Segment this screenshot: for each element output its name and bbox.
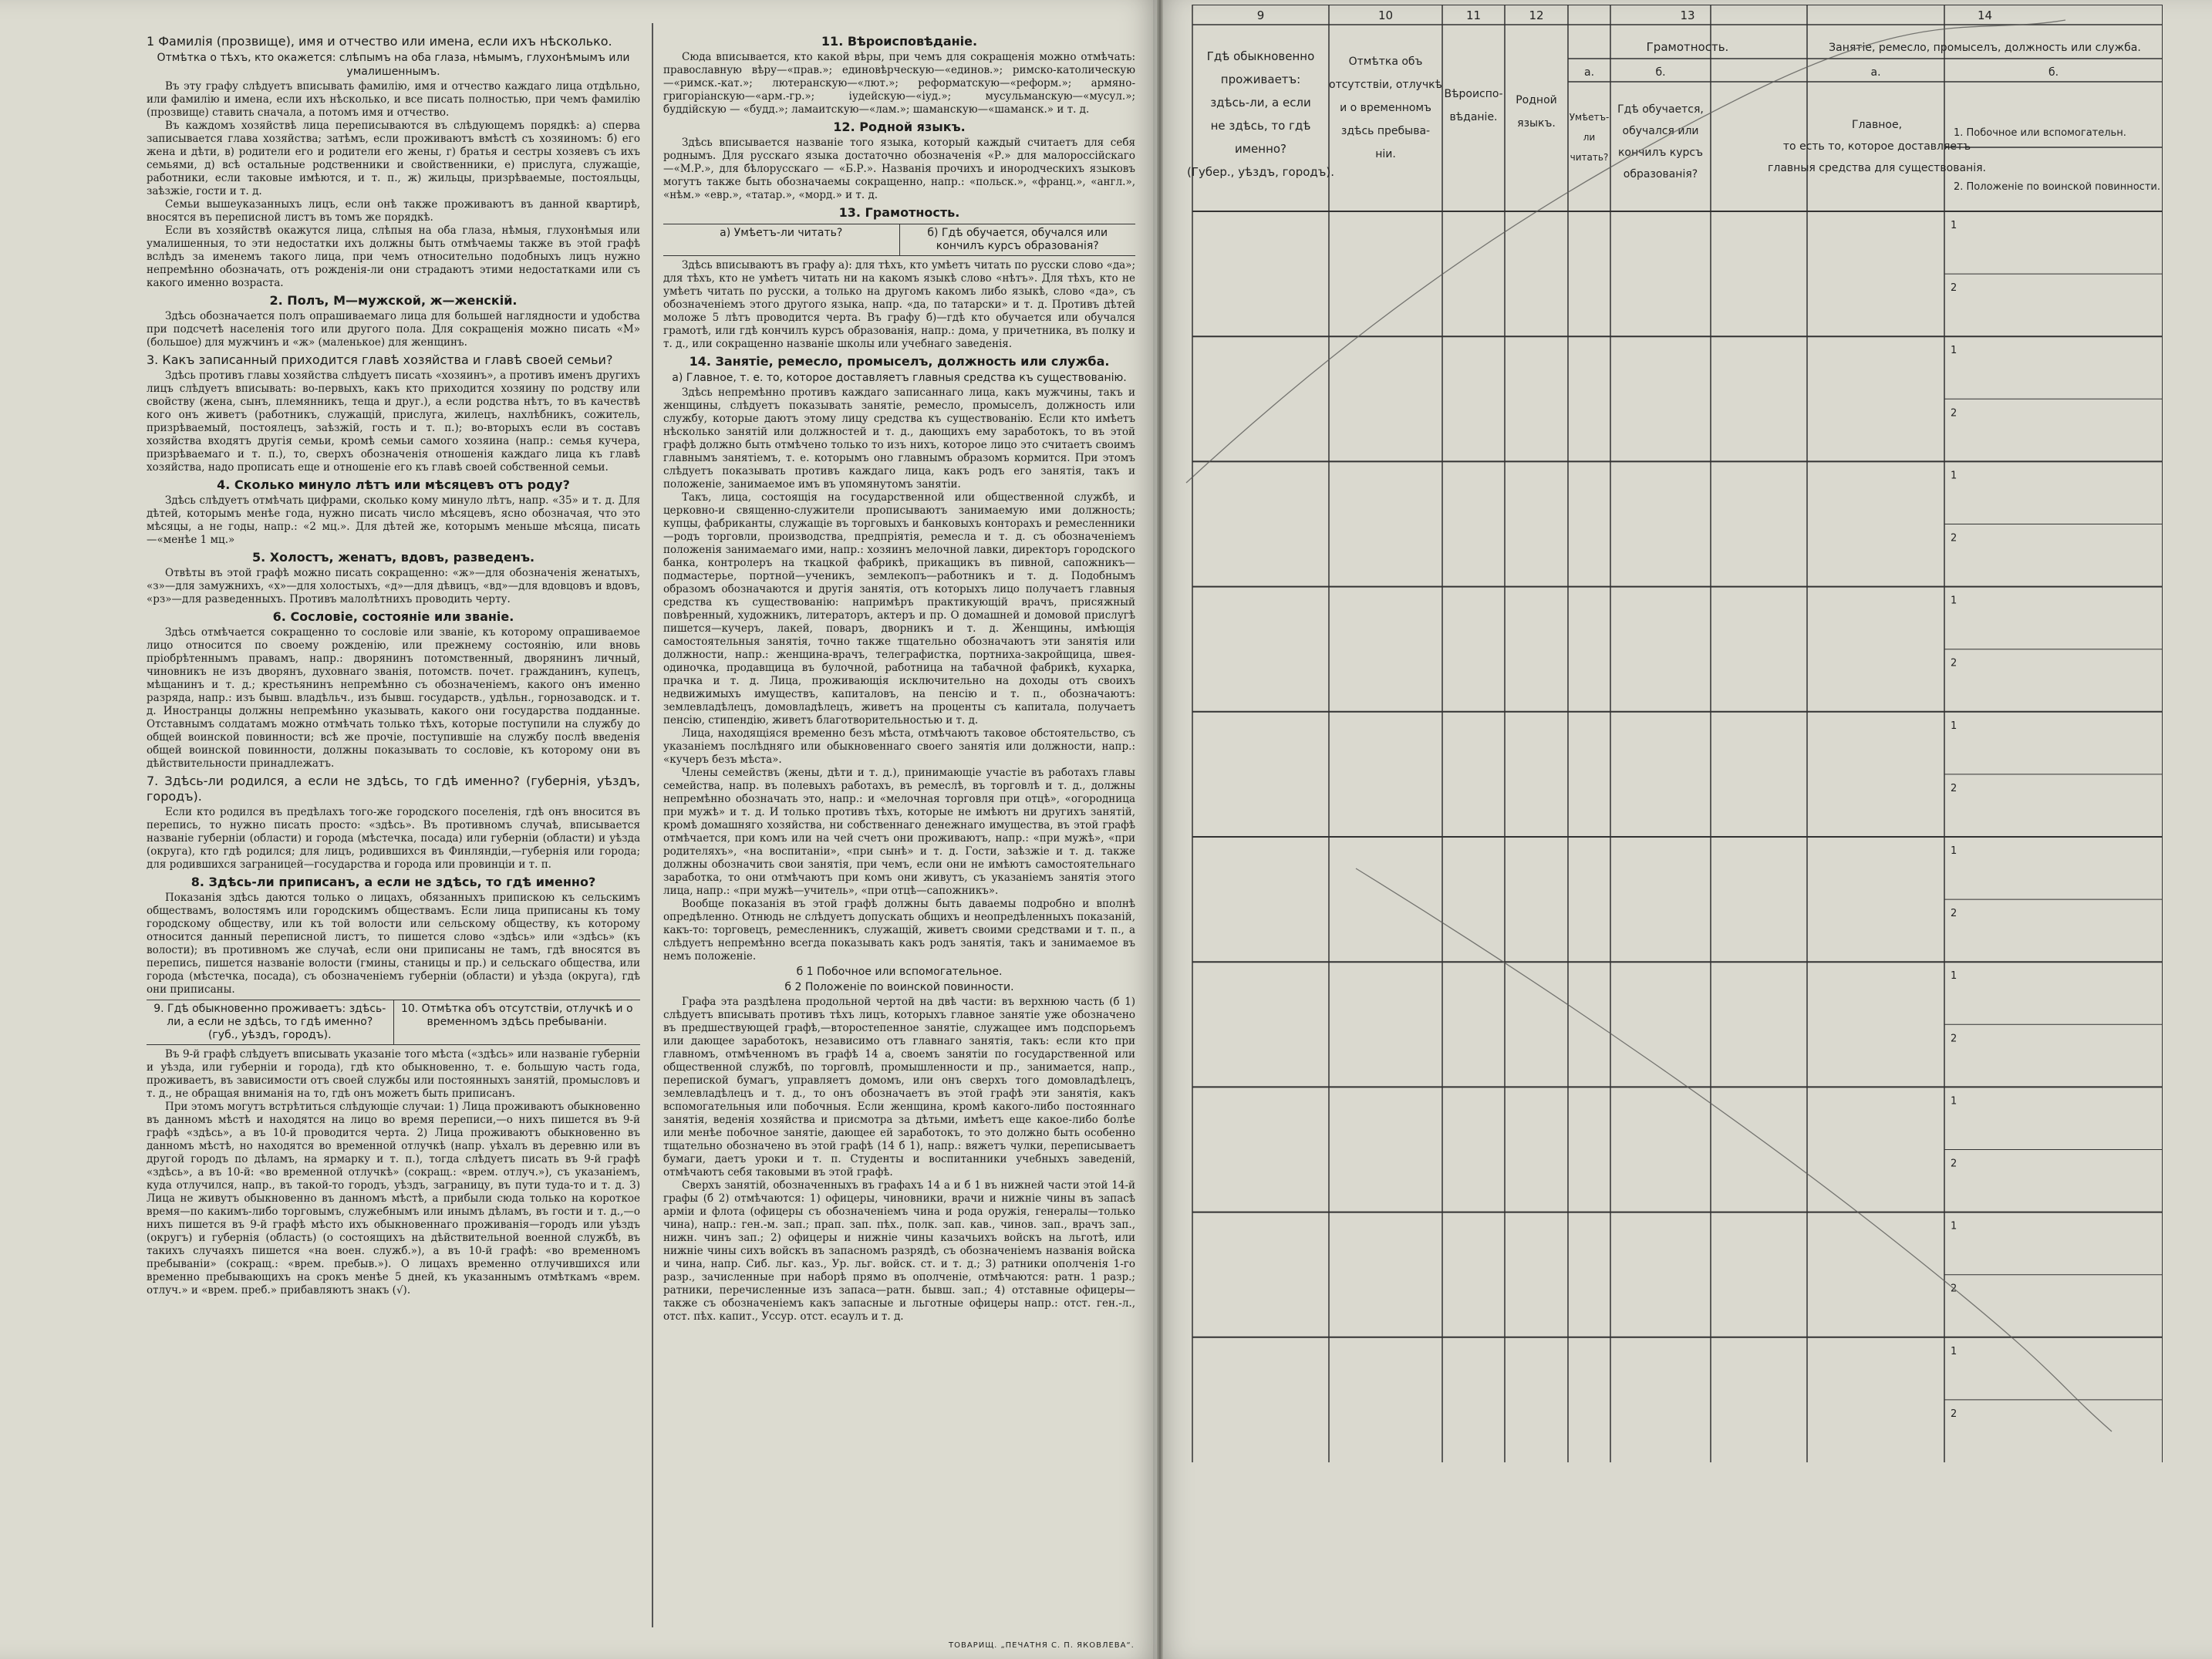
col2-paragraph: Такъ, лица, состоящія на государственной или общественной службѣ, и церковно-и священно-служители прописываютъ занимаемую ими должность; купцы, фабриканты, служащіе въ торговыхъ и банковыхъ конторахъ и ремесленники—родъ торговли, производства, предпріятія, ремесла и т. д. съ обозначеніемъ положенія занимаемаго ими, напр.: хозяинъ мелочной лавки, директоръ городского банка, контролеръ на ткацкой фабрикѣ, прикащикъ въ пивной, сапожникъ—подмастерье, портной—ученикъ, землекопъ—работникъ и т. д. Подобнымъ образомъ обозначаются и другія занятія, отъ которыхъ лицо получаетъ главныя средства къ существованію: напримѣръ практикующій врачъ, присяжный повѣренный, художникъ, литераторъ, актеръ и пр. О домашней и домовой прислугѣ пишется—кучеръ, лакей, поваръ, дворникъ и т. д. Женщины, имѣющія самостоятельныя занятія, точно также тщательно обозначаютъ эти занятія или должности, напр.: женщина-врачъ, телеграфистка, портниха-закройщица, швея-одиночка, продавщица въ булочной, работница на табачной фабрикѣ, кухарка, прачка и т. д. Лица, проживающія исключительно на доходы отъ своихъ недвижимыхъ имуществъ, капиталовъ, на пенсію и т. п., обозначаютъ: землевладѣлецъ, домовладѣлецъ, живетъ на проценты съ капитала, получаетъ пенсію, стипендію, живетъ благотворительностью и т. д. — [663, 491, 1135, 727]
col1-paragraph: Здѣсь обозначается полъ опрашиваемаго лица для большей наглядности и удобства при подсчетѣ населенія того или другого пола. Для сокращенія можно писать «М» (большое) для мужчинъ и «ж» (маленькое) для женщинъ. — [147, 310, 640, 349]
col2-paragraph: Вообще показанія въ этой графѣ должны быть даваемы подробно и вполнѣ опредѣленно. Отнюдь не слѣдуетъ допускать общихъ и неопредѣленныхъ показаній, какъ-то: торговецъ, ремесленникъ, служащій, живетъ своими средствами и т. п., а слѣдуетъ непремѣнно всегда показывать какъ родъ занятія, такъ и занимаемое въ немъ положеніе. — [663, 898, 1135, 963]
col10-header: здѣсь пребыва- — [1340, 125, 1431, 137]
printer-imprint: ТОВАРИЩ. „ПЕЧАТНЯ С. П. ЯКОВЛЕВА“. — [949, 1641, 1135, 1650]
col2-paragraph: Здѣсь непремѣнно противъ каждаго записаннаго лица, какъ мужчины, такъ и женщины, слѣдуетъ показывать занятіе, ремесло, промыселъ, должность или службу, которые даютъ этому лицу средства къ существованію. Если кто имѣетъ нѣсколько занятій или должностей и т. д., дающихъ ему заработокъ, то въ этой графѣ должно быть отмѣчено только то изъ нихъ, которое лицо это считаетъ своимъ главнымъ занятіемъ, т. е. которымъ оно главнымъ образомъ кормится. При этомъ слѣдуетъ показывать противъ каждаго лица, какъ родъ его занятія, такъ и положеніе, занимаемое имъ въ упомянутомъ занятіи. — [663, 386, 1135, 491]
col1-paragraph: Если въ хозяйствѣ окажутся лица, слѣпыя на оба глаза, нѣмыя, глухонѣмыя или умалишенныя, то эти недостатки ихъ должны быть отмѣчаемы также въ этой графѣ вслѣдъ за именемъ такого лица, при чемъ относительно подобныхъ лицъ нужно непремѣнно обозначать, отъ рожденія-ли они страдаютъ этими недостатками или съ какого именно возраста. — [147, 224, 640, 289]
occupation-b1-label: 1. Побочное или вспомогательн. — [1954, 127, 2126, 139]
row-label-1: 1 — [1951, 720, 1957, 732]
column-divider — [652, 23, 653, 1627]
col2-paragraph: Лица, находящіяся временно безъ мѣста, отмѣчаютъ таковое обстоятельство, съ указаніемъ послѣдняго или обыкновеннаго своего занятія или должности, напр.: «кучеръ безъ мѣста». — [663, 727, 1135, 766]
col12-header: Родной — [1516, 94, 1557, 106]
occupation-heading: Занятіе, ремесло, промыселъ, должность или служба. — [1829, 42, 2141, 54]
row-label-2: 2 — [1951, 407, 1957, 420]
col2-split-left: а) Умѣетъ-ли читать? — [720, 227, 843, 239]
col9-header: проживаетъ: — [1220, 72, 1301, 86]
col10-header: Отмѣтка объ — [1348, 56, 1423, 68]
literacy-heading: Грамотность. — [1646, 40, 1729, 54]
row-label-2: 2 — [1951, 532, 1957, 545]
occupation-b2-label: 2. Положеніе по воинской повинности. — [1954, 181, 2160, 193]
col1-split-left: 9. Гдѣ обыкновенно проживаетъ: здѣсь-ли, а если не здѣсь, то гдѣ именно? (губ., уѣздъ, городъ). — [153, 1003, 386, 1041]
col1-paragraph: При этомъ могутъ встрѣтиться слѣдующіе случаи: 1) Лица проживаютъ обыкновенно въ данномъ мѣстѣ и находятся на лицо во время переписи,—о нихъ пишется въ 9-й графѣ «здѣсь», а въ 10-й проводится черта. 2) Лица проживаютъ обыкновенно въ данномъ мѣстѣ, но находятся во временной отлучкѣ (напр. уѣхалъ въ деревню или въ другой городъ по дѣламъ, на ярмарку и т. п.), тогда слѣдуетъ писать въ 9-й графѣ «здѣсь», а въ 10-й: «во временной отлучкѣ» (сокращ.: «врем. отлуч.»), съ указаніемъ, куда отлучился, напр., въ такой-то городъ, уѣздъ, заграницу, въ пути туда-то и т. д. 3) Лица не живутъ обыкновенно въ данномъ мѣстѣ, а прибыли сюда только на короткое время—по какимъ-либо торговымъ, служебнымъ или инымъ дѣламъ, въ гости и т. д.,—о нихъ пишется въ 9-й графѣ мѣсто ихъ обыкновеннаго проживанія—городъ или уѣздъ (округъ) и губернія (область) (о состоящихъ на дѣйствительной военной службѣ, въ такихъ случаяхъ пишется «на воен. служб.»), а въ 10-й графѣ: «во временномъ пребываніи» (сокращ.: «врем. пребыв.»). О лицахъ временно отлучившихся или временно пребывающихъ на срокъ менѣе 5 дней, къ указаннымъ отмѣткамъ «врем. отлуч.» и «врем. преб.» прибавляютъ знакъ (√). — [147, 1101, 640, 1297]
col2-heading: 12. Родной языкъ. — [833, 120, 966, 134]
col1-heading: 2. Полъ, М—мужской, ж—женскій. — [269, 293, 518, 308]
col1-heading: 8. Здѣсь-ли приписанъ, а если не здѣсь, то гдѣ именно? — [191, 875, 596, 889]
column-number: 9 — [1256, 8, 1265, 22]
col1-heading: 1 Фамилія (прозвище), имя и отчество или имена, если ихъ нѣсколько. — [147, 34, 612, 49]
col1-heading: 3. Какъ записанный приходится главѣ хозяйства и главѣ своей семьи? — [147, 352, 613, 367]
col1-paragraph: Отвѣты въ этой графѣ можно писать сокращенно: «ж»—для обозначенія женатыхъ, «з»—для замужнихъ, «х»—для холостыхъ, «д»—для дѣвицъ, «вд»—для вдовцовъ и вдовъ, «рз»—для разведенныхъ. Противъ малолѣтнихъ проводить черту. — [147, 567, 640, 605]
col1-paragraph: Если кто родился въ предѣлахъ того-же городского поселенія, гдѣ онъ вносится въ перепись, то нужно писать просто: «здѣсь». Въ противномъ случаѣ, вписывается названіе губерніи (области) и города (мѣстечка, посада) или губерніи (области) и уѣзда (округа), кто гдѣ родился; для лицъ, родившихся въ Финляндіи,—губернія или города; для родившихся заграницей—государства и города или провинціи и т. п. — [147, 806, 640, 871]
col2-paragraph: Графа эта раздѣлена продольной чертой на двѣ части: въ верхнюю часть (б 1) слѣдуетъ вписывать противъ тѣхъ лицъ, которыхъ главное занятіе уже обозначено въ предшествующей графѣ,—второстепенное занятіе, служащее имъ подспорьемъ или дающее заработокъ, независимо отъ главнаго занятія, такъ: если кто при главномъ, отмѣченномъ въ графѣ 14 а, своемъ занятіи по государственной или общественной службѣ, по торговлѣ, промышленности и пр., занимается, напр., перепиской бумагъ, управляетъ домомъ, или онъ сверхъ того домовладѣлецъ, землевладѣлецъ и т. д., то онъ обозначаетъ въ этой графѣ эти занятія, какъ вспомогательныя или побочныя. Если женщина, кромѣ какого-либо постояннаго занятія, веденія хозяйства и присмотра за дѣтьми, имѣетъ еще какое-либо болѣе или менѣе побочное занятіе, дающее ей заработокъ, то это должно быть особенно тщательно обозначено въ этой графѣ (14 б 1), напр.: вяжетъ чулки, переписываетъ бумаги, даетъ уроки и т. п. Студенты и воспитанники учебныхъ заведеній, отмѣчаютъ себя таковыми въ этой графѣ. — [663, 996, 1135, 1178]
col14a-header: то есть то, которое доставляетъ — [1782, 140, 1971, 153]
row-label-1: 1 — [1951, 1220, 1957, 1232]
col1-heading: Отмѣтка о тѣхъ, кто окажется: слѣпымъ на оба глаза, нѣмымъ, глухонѣмымъ или умалишеннымъ. — [157, 52, 630, 78]
col1-paragraph: Показанія здѣсь даются только о лицахъ, обязанныхъ припискою къ сельскимъ обществамъ, волостямъ или городскимъ обществамъ. Если лица приписаны къ тому городскому обществу, или къ той волости или сельскому обществу, къ которому относится данный переписной листъ, то пишется слово «здѣсь» или «здѣсь» (къ волости); въ противномъ же случаѣ, если они приписаны не тамъ, гдѣ вносятся въ перепись, пишется названіе волости (гмины, станицы и пр.) и сельскаго общества, или города (мѣстечка, посада), съ обозначеніемъ губерніи (области) и уѣзда (округа), гдѣ они приписаны. — [147, 892, 640, 996]
column-number: 11 — [1465, 8, 1482, 22]
column-number: 14 — [1977, 8, 1993, 22]
col9-header: не здѣсь, то гдѣ — [1210, 119, 1311, 133]
col2-heading: 13. Грамотность. — [838, 205, 960, 220]
row-label-1: 1 — [1951, 970, 1957, 983]
column-number: 13 — [1680, 8, 1695, 22]
instructions-column-2 — [663, 31, 1135, 1643]
col13a-header: Умѣетъ- — [1569, 112, 1610, 123]
col1-paragraph: Здѣсь отмѣчается сокращенно то сословіе или званіе, къ которому опрашиваемое лицо относится по своему рожденію, или прежнему состоянію, или вновь пріобрѣтеннымъ правамъ, напр.: дворянинъ потомственный, дворянинъ личный, чиновникъ не изъ дворянъ, духовнаго званія, потомств. почет. гражданинъ, купецъ, мѣщанинъ и т. д.; крестьянинъ непремѣнно съ обозначеніемъ, какого онъ именно разряда, напр.: изъ бывш. владѣльч., изъ бывш. государств., удѣльн., горнозаводск. и т. д. Иностранцы должны непремѣнно указывать, какого они государства подданные. Отставнымъ солдатамъ можно отмѣчать только тѣхъ, которые поступили на службу до общей воинской повинности; всѣ же прочіе, поступившіе на службу послѣ введенія общей воинской повинности, должны показывать то сословіе, къ которому они въ дѣйствительности принадлежатъ. — [147, 626, 640, 770]
row-label-1: 1 — [1951, 1345, 1957, 1357]
col13b-header: обучался или — [1622, 125, 1699, 137]
row-label-2: 2 — [1951, 657, 1957, 669]
col11-header: Вѣроиспо- — [1444, 88, 1503, 100]
col1-split-heading — [147, 1000, 640, 1045]
col14a-header: главныя средства для существованія. — [1768, 162, 1986, 174]
col2-split-right: б) Гдѣ обучается, обучался или кончилъ курсъ образованія? — [899, 224, 1136, 255]
row-label-2: 2 — [1951, 1033, 1957, 1045]
col1-heading: 4. Сколько минуло лѣтъ или мѣсяцевъ отъ роду? — [217, 477, 570, 492]
col13b-header: образованія? — [1623, 168, 1698, 180]
col1-paragraph: Въ каждомъ хозяйствѣ лица переписываются въ слѣдующемъ порядкѣ: а) сперва записывается глава хозяйства; затѣмъ, если проживаютъ вмѣстѣ съ хозяиномъ: б) его жена и дѣти, в) родители его и родители его жены, г) братья и сестры хозяевъ съ ихъ семьями, д) всѣ остальные родственники и свойственники, е) прислуга, служащіе, работники, если таковые имѣются, и т. п., ж) жильцы, призрѣваемые, постояльцы, заѣзжіе, гости и т. д. — [147, 120, 640, 197]
row-label-2: 2 — [1951, 782, 1957, 794]
census-form-table — [1155, 5, 2163, 1462]
row-label-2: 2 — [1951, 1408, 1957, 1420]
col1-paragraph: Въ 9-й графѣ слѣдуетъ вписывать указаніе того мѣста («здѣсь» или названіе губерніи и уѣзда, или губерніи и города), гдѣ кто обыкновенно, т. е. большую часть года, проживаетъ, въ зависимости отъ своей службы или постоянныхъ занятій, промысловъ и т. д., не обращая вниманія на то, гдѣ онъ можетъ быть приписанъ. — [147, 1048, 640, 1100]
occupation-sub-b: б. — [2048, 66, 2059, 79]
col2-split-heading — [663, 224, 1135, 256]
col1-split-right: 10. Отмѣтка объ отсутствіи, отлучкѣ и о временномъ здѣсь пребываніи. — [393, 1000, 641, 1044]
col1-paragraph: Семьи вышеуказанныхъ лицъ, если онѣ также проживаютъ въ данной квартирѣ, вносятся въ переписной листъ въ томъ же порядкѣ. — [147, 198, 640, 224]
col2-heading: б 2 Положеніе по воинской повинности. — [784, 981, 1014, 993]
col10-header: отсутствіи, отлучкѣ — [1329, 79, 1442, 91]
col1-heading: 5. Холостъ, женатъ, вдовъ, разведенъ. — [251, 550, 535, 565]
col10-header: и о временномъ — [1340, 102, 1431, 114]
col12-header: языкъ. — [1517, 117, 1556, 130]
col1-heading: 7. Здѣсь-ли родился, а если не здѣсь, то гдѣ именно? (губернія, уѣздъ, городъ). — [147, 774, 640, 804]
col2-heading: 14. Занятіе, ремесло, промыселъ, должность или служба. — [689, 354, 1110, 369]
literacy-sub-b: б. — [1655, 66, 1666, 79]
col2-paragraph: Члены семействъ (жены, дѣти и т. д.), принимающіе участіе въ работахъ главы семейства, напр. въ полевыхъ работахъ, въ ремеслѣ, въ торговлѣ и т. д., должны непремѣнно обозначать это, напр.: и «мелочная торговля при отцѣ», «огородница при мужѣ» и т. д. И только противъ тѣхъ, которые не имѣютъ ни другихъ занятій, кромѣ домашняго хозяйства, ни собственнаго денежнаго имущества, въ этой графѣ отмѣчается, при комъ или на чей счетъ они проживаютъ, напр.: «при мужѣ», «при родителяхъ», «на воспитаніи», «при сынѣ» и т. д. Гости, заѣзжіе и т. д. также должны обозначить свои занятія, при чемъ, если они не имѣютъ самостоятельнаго заработка, то они отмѣчаютъ при комъ они живутъ, съ указаніемъ занятія этого лица, напр.: «при мужѣ—учитель», «при отцѣ—сапожникъ». — [663, 767, 1135, 897]
col13a-header: читать? — [1570, 152, 1609, 163]
col2-paragraph: Здѣсь вписываютъ въ графу а): для тѣхъ, кто умѣетъ читать по русски слово «да»; для тѣхъ, кто не умѣетъ читать ни на какомъ языкѣ слово «нѣтъ». Для тѣхъ, кто не умѣетъ читать по русски, а только на другомъ какомъ либо языкѣ, слово «да», съ обозначеніемъ этого другого языка, напр. «да, по татарски» и т. д. Противъ дѣтей моложе 5 лѣтъ проводится черта. Въ графу б)—гдѣ кто обучается или обучался грамотѣ, или гдѣ кончилъ курсъ образованія, напр.: дома, у причетника, въ полку и т. д., или сокращенно названіе школы или учебнаго заведенія. — [663, 259, 1135, 350]
col1-paragraph: Здѣсь противъ главы хозяйства слѣдуетъ писать «хозяинъ», а противъ именъ другихъ лицъ слѣдуетъ вписывать: во-первыхъ, какъ кто приходится хозяину по родству или свойству (жена, сынъ, племянникъ, теща и друг.), а если родства нѣтъ, то въ качествѣ кого онъ живетъ (работникъ, служащій, прислуга, жилецъ, нахлѣбникъ, сожитель, призрѣваемый, постоялецъ, заѣзжій, гость и т. п.); во-вторыхъ если въ составъ хозяйства входятъ другія семьи, кромѣ семьи самого хозяина (напр.: семья кучера, призрѣваемаго и т. п.), то, сверхъ обозначенія отношенія каждаго лица къ главѣ хозяйства, надо прописать еще и отношеніе его къ главѣ своей собственной семьи. — [147, 369, 640, 474]
pencil-stroke-upper — [1186, 20, 2065, 483]
row-label-1: 1 — [1951, 845, 1957, 857]
col13b-header: кончилъ курсъ — [1617, 147, 1704, 159]
col10-header: ніи. — [1375, 148, 1396, 160]
col2-paragraph: Сверхъ занятій, обозначенныхъ въ графахъ 14 а и б 1 въ нижней части этой 14-й графы (б 2) отмѣчаются: 1) офицеры, чиновники, врачи и нижніе чины въ запасѣ арміи и флота (офицеры съ обозначеніемъ чина и рода оружія, генералы—только чина), напр.: ген.-м. зап.; прап. зап. пѣх., полк. зап. кав., чинов. зап., врачъ зап., нижн. чинъ зап.; 2) офицеры и нижніе чины казачьихъ войскъ на льготѣ, или нижніе чины сихъ войскъ въ запасномъ разрядѣ, съ обозначеніемъ названія войска и чина, напр. Сиб. льг. каз., Ур. льг. войск. ст. и т. д.; 3) ратники ополченія 1-го разр., зачисленные при наборѣ прямо въ ополченіе, отмѣчаются: ратн. 1 разр.; ратники, перечисленные изъ запаса—ратн. бывш. зап.; 4) отставные офицеры—также съ обозначеніемъ какъ запасные и льготные офицеры напр.: отст. ген.-л., отст. пѣх. капит., Уссур. отст. есаулъ и т. д. — [663, 1179, 1135, 1323]
row-label-1: 1 — [1951, 470, 1957, 482]
row-label-1: 1 — [1951, 595, 1957, 607]
col1-paragraph: Здѣсь слѣдуетъ отмѣчать цифрами, сколько кому минуло лѣтъ, напр. «35» и т. д. Для дѣтей, которымъ менѣе года, нужно писать число мѣсяцевъ, ясно обозначая, что это мѣсяцы, а не годы, напр.: «2 мц.». Для дѣтей же, которымъ меньше мѣсяца, писать—«менѣе 1 мц.» — [147, 494, 640, 546]
col13b-header: Гдѣ обучается, — [1617, 103, 1704, 116]
col2-heading: б 1 Побочное или вспомогательное. — [796, 966, 1003, 978]
literacy-sub-a: а. — [1583, 66, 1595, 79]
col11-header: вѣданіе. — [1449, 111, 1498, 123]
row-label-1: 1 — [1951, 345, 1957, 357]
row-label-2: 2 — [1951, 1158, 1957, 1170]
instructions-column-1 — [147, 31, 640, 1643]
col9-header: Гдѣ обыкновенно — [1206, 49, 1315, 63]
col2-heading: 11. Вѣроисповѣданіе. — [821, 34, 978, 49]
col2-paragraph: Сюда вписывается, кто какой вѣры, при чемъ для сокращенія можно отмѣчать: православную вѣру—«прав.»; единовѣрческую—«единов.»; римско-католическую—«римск.-кат.»; лютеранскую—«лют.»; реформатскую—«реформ.»; армяно-григоріанскую—«арм.-гр.»; іудейскую—«іуд.»; мусульманскую—«мусул.»; буддійскую — «будд.»; ламаитскую—«лам.»; шаманскую—«шаманск.» и т. д. — [663, 51, 1135, 116]
column-number: 12 — [1529, 8, 1544, 22]
row-label-2: 2 — [1951, 282, 1957, 295]
row-label-2: 2 — [1951, 908, 1957, 920]
col9-header: именно? — [1234, 142, 1287, 156]
col2-heading: а) Главное, т. е. то, которое доставляетъ главныя средства къ существованію. — [672, 372, 1127, 384]
col9-header: здѣсь-ли, а если — [1210, 96, 1311, 110]
column-number: 10 — [1377, 8, 1394, 22]
row-label-1: 1 — [1951, 1095, 1957, 1108]
row-label-1: 1 — [1951, 220, 1957, 231]
row-label-2: 2 — [1951, 1283, 1957, 1295]
occupation-sub-a: а. — [1870, 66, 1881, 79]
col14a-header: Главное, — [1851, 119, 1903, 131]
col1-heading: 6. Сословіе, состояніе или званіе. — [272, 609, 514, 624]
col1-paragraph: Въ эту графу слѣдуетъ вписывать фамилію, имя и отчество каждаго лица отдѣльно, или фамилію и имена, если ихъ нѣсколько, и все писать полностью, при чемъ фамилію (прозвище) ставить сначала, а потомъ имя и отчество. — [147, 80, 640, 119]
col13a-header: ли — [1583, 132, 1596, 143]
col2-paragraph: Здѣсь вписывается названіе того языка, который каждый считаетъ для себя роднымъ. Для русскаго языка достаточно обозначенія «Р.» для малороссійскаго—«М.Р.», для бѣлорусскаго — «Б.Р.». Названія прочихъ и инородческихъ языковъ могутъ также быть обозначаемы сокращенно, напр.: «польск.», «франц.», «англ.», «нѣм.» «евр.», «татар.», «морд.» и т. д. — [663, 137, 1135, 201]
col9-header: (Губер., уѣздъ, городъ). — [1187, 165, 1334, 179]
